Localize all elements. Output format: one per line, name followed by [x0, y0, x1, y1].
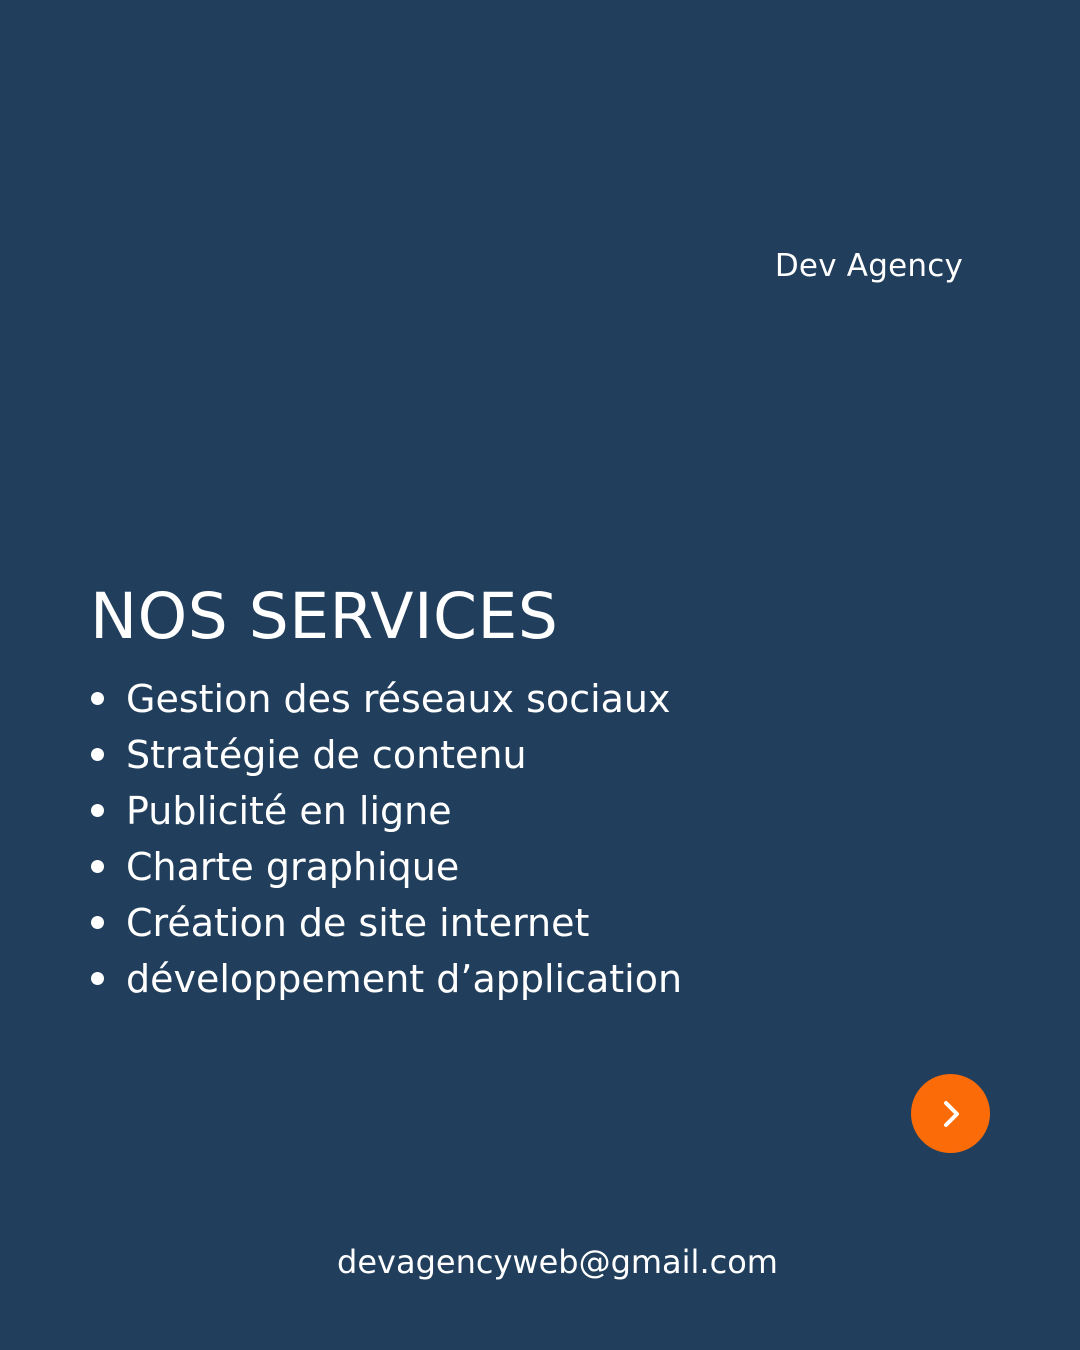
- service-item: [90, 671, 890, 727]
- next-button[interactable]: [911, 1074, 990, 1153]
- bullet-icon: [91, 804, 104, 817]
- service-item: [90, 951, 890, 1007]
- service-label: Création de site internet: [126, 901, 590, 945]
- service-label: Charte graphique: [126, 845, 460, 889]
- services-list: [90, 671, 890, 1007]
- chevron-right-icon: [937, 1099, 965, 1129]
- service-item: [90, 839, 890, 895]
- service-item: [90, 895, 890, 951]
- service-label: Gestion des réseaux sociaux: [126, 677, 671, 721]
- brand-name: Dev Agency: [774, 248, 963, 284]
- bullet-icon: [91, 916, 104, 929]
- bullet-icon: [91, 972, 104, 985]
- contact-email: devagencyweb@gmail.com: [337, 1243, 778, 1281]
- bullet-icon: [91, 860, 104, 873]
- service-label: développement d’application: [126, 957, 683, 1001]
- bullet-icon: [91, 748, 104, 761]
- bullet-icon: [91, 692, 104, 705]
- service-item: [90, 727, 890, 783]
- service-label: Publicité en ligne: [126, 789, 452, 833]
- service-label: Stratégie de contenu: [126, 733, 527, 777]
- service-item: [90, 783, 890, 839]
- section-title: NOS SERVICES: [90, 580, 559, 653]
